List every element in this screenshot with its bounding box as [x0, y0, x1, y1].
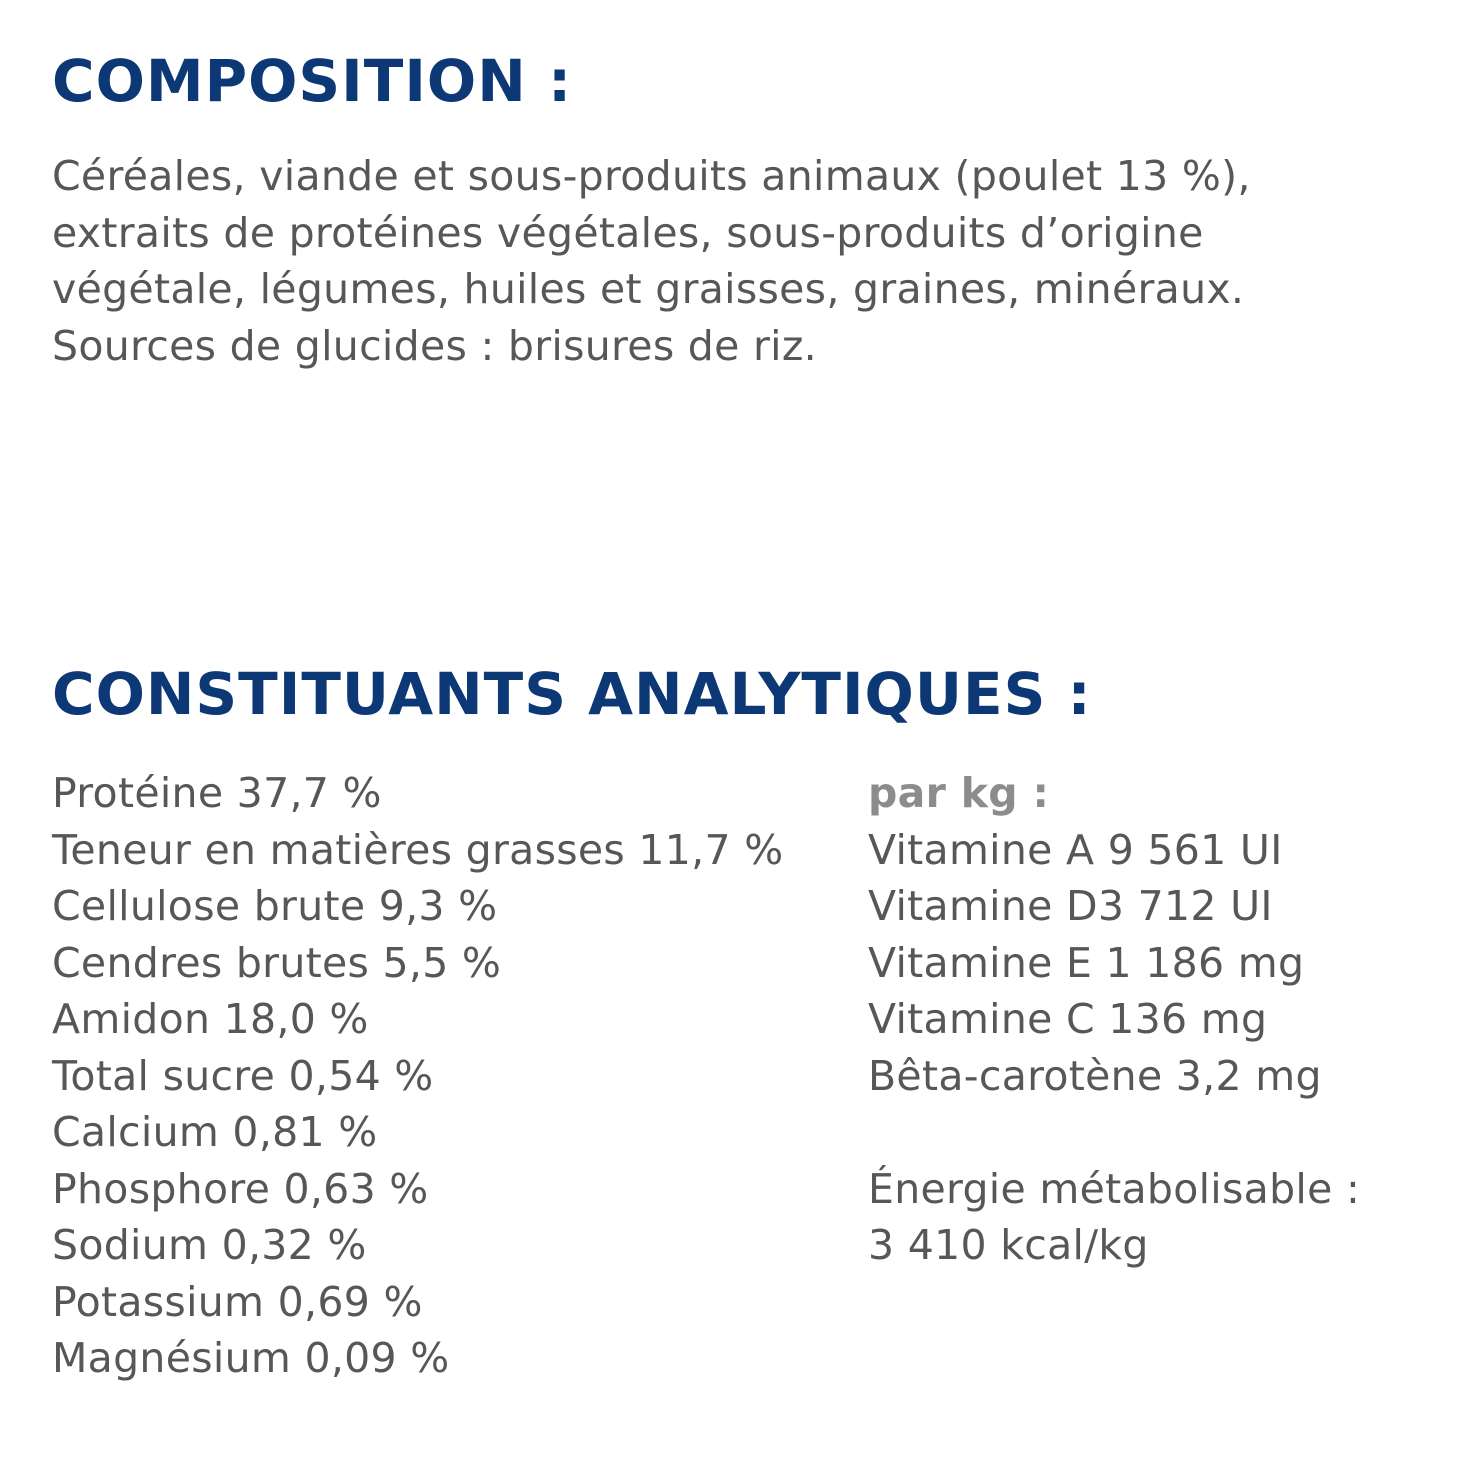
constituent-item: Potassium 0,69 % [52, 1277, 423, 1326]
vitamin-item: Vitamine A 9 561 UI [868, 825, 1283, 874]
energy-label: Énergie métabolisable : [868, 1164, 1361, 1213]
composition-line: Céréales, viande et sous-produits animaux (poulet 13 %), [52, 152, 1251, 200]
constituent-item: Calcium 0,81 % [52, 1108, 378, 1156]
composition-line: Sources de glucides : brisures de riz. [52, 321, 817, 370]
vitamin-item: Bêta-carotène 3,2 mg [868, 1051, 1322, 1100]
list-spacer [868, 1104, 1458, 1161]
vitamin-item: Vitamine D3 712 UI [868, 882, 1273, 930]
composition-text [52, 148, 1452, 374]
composition-line: extraits de protéines végétales, sous-produits d’origine [52, 208, 1204, 257]
energy-value: 3 410 kcal/kg [868, 1221, 1149, 1269]
composition-heading: COMPOSITION : [52, 47, 573, 115]
constituent-item: Cendres brutes 5,5 % [52, 938, 502, 987]
per-kg-heading: par kg : [868, 769, 1050, 817]
constituants-heading: CONSTITUANTS ANALYTIQUES : [52, 660, 1092, 728]
constituent-item: Phosphore 0,63 % [52, 1164, 429, 1213]
constituent-item: Teneur en matières grasses 11,7 % [52, 825, 784, 874]
constituent-item: Magnésium 0,09 % [52, 1334, 450, 1382]
constituent-item: Sodium 0,32 % [52, 1221, 367, 1269]
composition-line: végétale, légumes, huiles et graisses, graines, minéraux. [52, 265, 1245, 313]
vitamin-item: Vitamine C 136 mg [868, 995, 1268, 1043]
constituent-item: Total sucre 0,54 % [52, 1051, 434, 1100]
constituent-item: Amidon 18,0 % [52, 995, 369, 1043]
analytical-constituents-list [52, 765, 842, 1387]
constituent-item: Protéine 37,7 % [52, 769, 382, 817]
vitamins-per-kg-list [868, 765, 1458, 1274]
constituent-item: Cellulose brute 9,3 % [52, 882, 498, 930]
vitamin-item: Vitamine E 1 186 mg [868, 938, 1305, 987]
